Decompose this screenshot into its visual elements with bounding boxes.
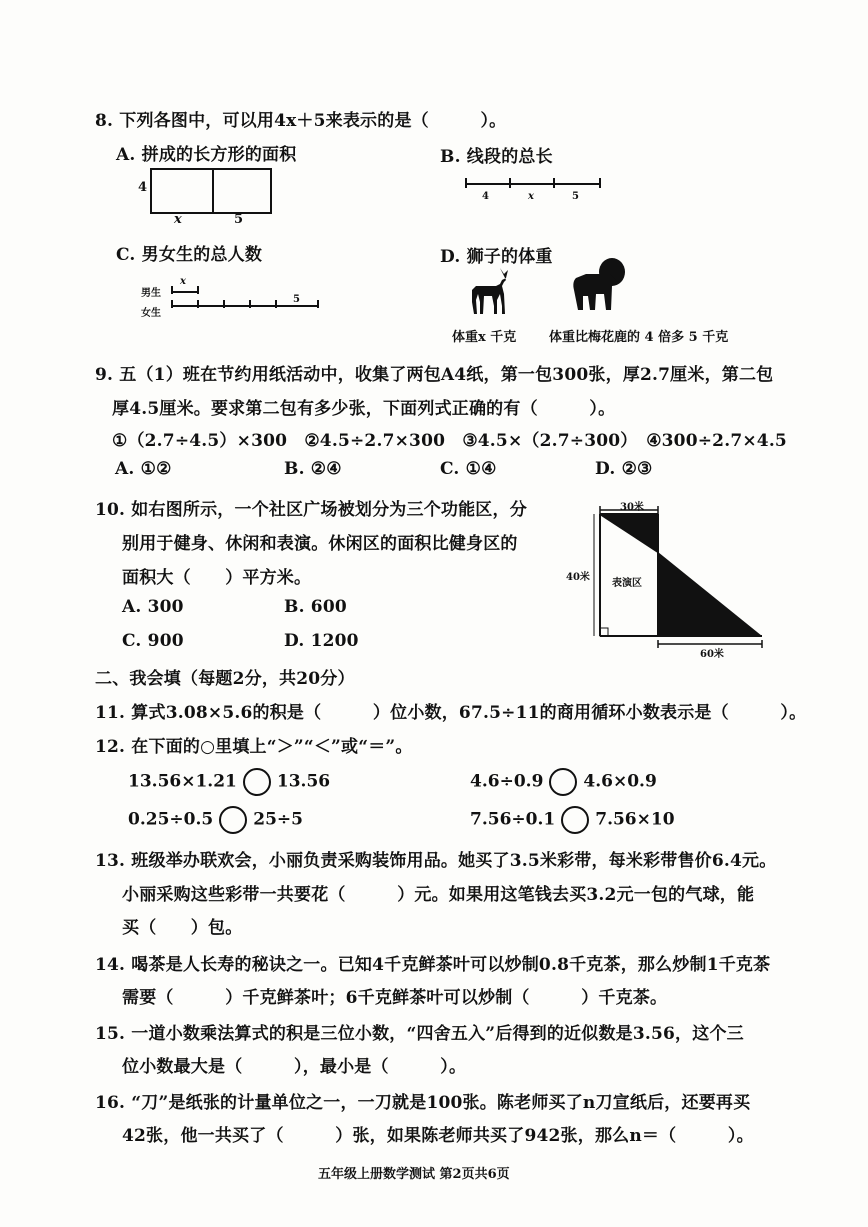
q12-item-2 <box>470 768 657 796</box>
q8-option-d: D. 狮子的体重 <box>440 247 553 267</box>
q10-fig-left-label: 40米 <box>566 572 590 583</box>
q15-line2: 位小数最大是（ ），最小是（ ）。 <box>122 1057 467 1077</box>
q8-a-height-label: 4 <box>138 180 148 195</box>
q10-fig-middle-label: 表演区 <box>612 578 642 589</box>
q12-item-4-left: 7.56÷0.1 <box>470 809 556 830</box>
q12-item-2-left: 4.6÷0.9 <box>470 771 544 792</box>
compare-circle[interactable] <box>219 806 247 834</box>
lion-icon <box>570 256 626 312</box>
q8-option-b: B. 线段的总长 <box>440 147 553 167</box>
q8-b-segment-figure <box>464 178 604 192</box>
q12-item-2-right: 4.6×0.9 <box>583 771 657 792</box>
q9-line1: 9. 五（1）班在节约用纸活动中，收集了两包A4纸，第一包300张，厚2.7厘米，第二包 <box>95 365 774 385</box>
q14-line2: 需要（ ）千克鲜茶叶；6千克鲜茶叶可以炒制（ ）千克茶。 <box>122 988 668 1008</box>
q8-c-girls-label: 女生 <box>141 308 161 319</box>
compare-circle[interactable] <box>549 768 577 796</box>
q14-line1: 14. 喝茶是人长寿的秘诀之一。已知4千克鲜茶叶可以炒制0.8千克茶，那么炒制1千克茶 <box>95 955 771 975</box>
q10-option-c: C. 900 <box>122 631 184 651</box>
q9-option-b: B. ②④ <box>284 459 342 479</box>
q10-fig-top-label: 30米 <box>620 502 644 513</box>
q8-b-label-4: 4 <box>482 191 489 202</box>
q11-text: 11. 算式3.08×5.6的积是（ ）位小数，67.5÷11的商用循环小数表示是（ ）。 <box>95 703 807 723</box>
section-2-heading: 二、我会填（每题2分，共20分） <box>95 669 355 689</box>
q8-a-rectangle-figure <box>150 168 272 214</box>
q8-c-x-label: x <box>180 276 186 287</box>
q12-item-3-right: 25÷5 <box>253 809 303 830</box>
q8-option-a: A. 拼成的长方形的面积 <box>116 145 297 165</box>
q16-line1: 16. “刀”是纸张的计量单位之一，一刀就是100张。陈老师买了n刀宣纸后，还要再买 <box>95 1093 751 1113</box>
q8-b-label-x: x <box>528 191 534 202</box>
q9-line2: 厚4.5厘米。要求第二包有多少张，下面列式正确的有（ ）。 <box>112 399 616 419</box>
q10-option-a: A. 300 <box>122 597 184 617</box>
q9-option-a: A. ①② <box>115 459 172 479</box>
q12-item-3 <box>128 806 303 834</box>
page-footer: 五年级上册数学测试 第2页共6页 <box>318 1167 510 1182</box>
q9-expressions: ①（2.7÷4.5）×300 ②4.5÷2.7×300 ③4.5×（2.7÷300） ④300÷2.7×4.5 <box>112 431 787 451</box>
deer-icon <box>466 266 512 316</box>
q15-line1: 15. 一道小数乘法算式的积是三位小数，“四舍五入”后得到的近似数是3.56，这个三 <box>95 1024 744 1044</box>
q13-line1: 13. 班级举办联欢会，小丽负责采购装饰用品。她买了3.5米彩带，每米彩带售价6.4元。 <box>95 851 777 871</box>
q8-stem: 8. 下列各图中，可以用4x＋5来表示的是（ ）。 <box>95 111 507 131</box>
q9-option-c: C. ①④ <box>440 459 497 479</box>
q8-a-width2-label: 5 <box>234 212 244 227</box>
q12-item-3-left: 0.25÷0.5 <box>128 809 214 830</box>
q12-stem: 12. 在下面的○里填上“＞”“＜”或“＝”。 <box>95 737 413 757</box>
q8-c-bar-figure <box>170 286 322 312</box>
q10-option-d: D. 1200 <box>284 631 359 651</box>
q12-item-1-right: 13.56 <box>276 771 331 792</box>
q13-line2: 小丽采购这些彩带一共要花（ ）元。如果用这笔钱去买3.2元一包的气球，能 <box>122 885 755 905</box>
q10-fig-bottom-label: 60米 <box>700 649 724 660</box>
q13-line3: 买（ ）包。 <box>122 918 243 938</box>
q16-line2: 42张，他一共买了（ ）张，如果陈老师共买了942张，那么n＝（ ）。 <box>122 1126 754 1146</box>
q8-option-c: C. 男女生的总人数 <box>116 245 263 265</box>
q8-a-width1-label: x <box>174 212 182 227</box>
q8-c-five-label: 5 <box>293 294 300 305</box>
q8-d-deer-caption: 体重x 千克 <box>452 330 517 345</box>
q10-line3: 面积大（ ）平方米。 <box>122 568 312 588</box>
q12-item-4 <box>470 806 675 834</box>
q12-item-1 <box>128 768 330 796</box>
q12-item-1-left: 13.56×1.21 <box>128 771 237 792</box>
q9-option-d: D. ②③ <box>595 459 653 479</box>
compare-circle[interactable] <box>243 768 271 796</box>
q8-c-boys-label: 男生 <box>141 288 161 299</box>
compare-circle[interactable] <box>561 806 589 834</box>
q10-line2: 别用于健身、休闲和表演。休闲区的面积比健身区的 <box>122 534 518 554</box>
q12-item-4-right: 7.56×10 <box>595 809 675 830</box>
q8-d-lion-caption: 体重比梅花鹿的 4 倍多 5 千克 <box>549 330 729 345</box>
q10-line1: 10. 如右图所示，一个社区广场被划分为三个功能区，分 <box>95 500 527 520</box>
q10-option-b: B. 600 <box>284 597 347 617</box>
q8-b-label-5: 5 <box>572 191 579 202</box>
